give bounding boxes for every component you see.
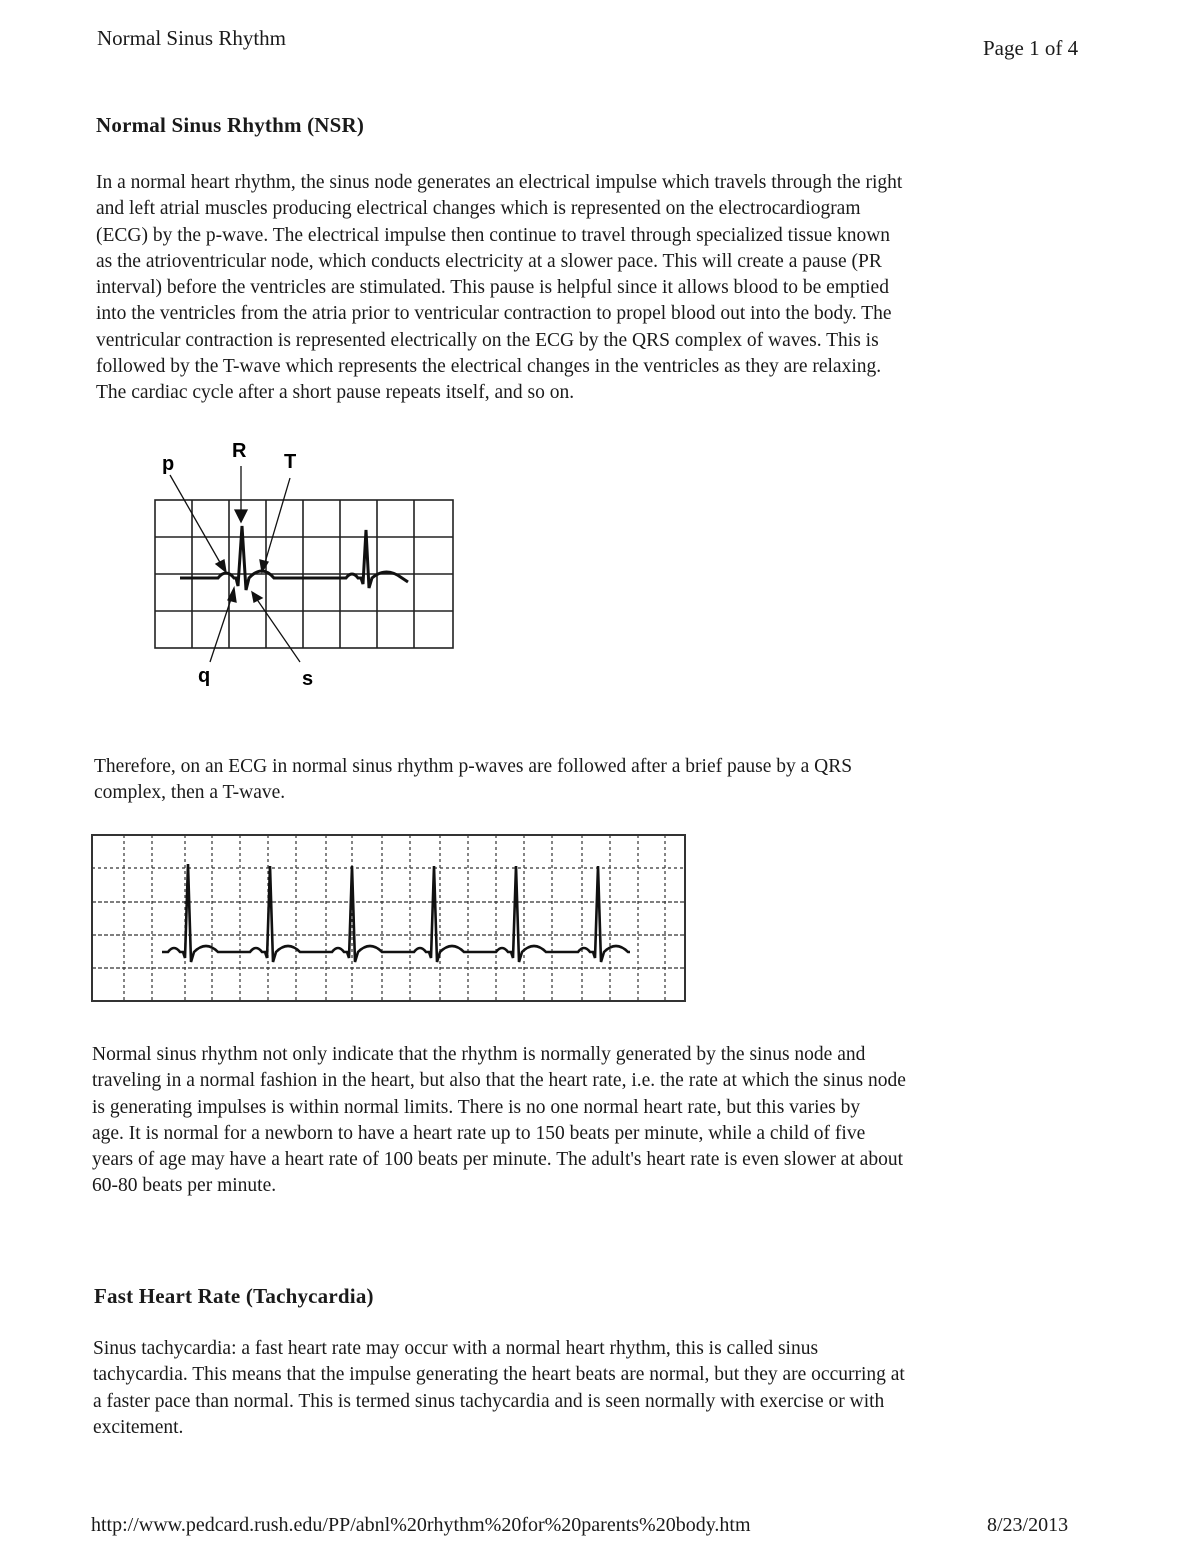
footer-date: 8/23/2013 xyxy=(987,1514,1069,1536)
text-line: excitement. xyxy=(93,1416,184,1438)
text-line: as the atrioventricular node, which conducts electricity at a slower pace. This will create a pause (PR xyxy=(96,250,882,272)
text-line: 60-80 beats per minute. xyxy=(92,1175,277,1197)
text-line: Sinus tachycardia: a fast heart rate may occur with a normal heart rhythm, this is called sinus xyxy=(93,1338,819,1359)
label-s: s xyxy=(302,668,314,690)
text-line: and left atrial muscles producing electrical changes which is represented on the electrocardiogram xyxy=(96,198,861,220)
text-line: followed by the T-wave which represents the electrical changes in the ventricles as they are relaxing. xyxy=(96,356,882,378)
annotation-arrows xyxy=(170,466,300,662)
text-line: a faster pace than normal. This is termed sinus tachycardia and is seen normally with exercise or with xyxy=(93,1390,885,1412)
page-number: Page 1 of 4 xyxy=(983,36,1079,60)
label-r: R xyxy=(232,440,247,462)
header-title: Normal Sinus Rhythm xyxy=(97,26,287,50)
label-q: q xyxy=(198,665,211,687)
text-line: interval) before the ventricles are stimulated. This pause is helpful since it allows blood to be emptied xyxy=(96,277,889,299)
text-line: tachycardia. This means that the impulse generating the heart beats are normal, but they are occurring at xyxy=(93,1364,905,1386)
text-line: age. It is normal for a newborn to have a heart rate up to 150 beats per minute, while a child of five xyxy=(92,1122,866,1144)
text-line: (ECG) by the p-wave. The electrical impulse then continue to travel through specialized tissue known xyxy=(96,224,891,246)
text-line: years of age may have a heart rate of 100 beats per minute. The adult's heart rate is even slower at about xyxy=(92,1149,903,1171)
paragraph-therefore xyxy=(94,754,1054,807)
paragraph-intro xyxy=(96,170,1086,407)
label-p: p xyxy=(162,453,175,475)
label-t: T xyxy=(284,451,297,473)
ecg-rhythm-strip xyxy=(90,832,690,1012)
footer-url: http://www.pedcard.rush.edu/PP/abnl%20rhythm%20for%20parents%20body.htm xyxy=(91,1514,751,1536)
ecg-grid xyxy=(155,500,453,648)
text-line: Therefore, on an ECG in normal sinus rhythm p-waves are followed after a brief pause by a QRS xyxy=(94,756,853,777)
text-line: Normal sinus rhythm not only indicate that the rhythm is normally generated by the sinus node and xyxy=(92,1044,866,1065)
text-line: In a normal heart rhythm, the sinus node generates an electrical impulse which travels through the right xyxy=(96,172,903,193)
text-line: complex, then a T-wave. xyxy=(94,782,286,804)
text-line: ventricular contraction is represented electrically on the ECG by the QRS complex of waves. This is xyxy=(96,329,879,351)
section-heading-tachycardia: Fast Heart Rate (Tachycardia) xyxy=(94,1284,374,1308)
text-line: into the ventricles from the atria prior to ventricular contraction to propel blood out into the body. The xyxy=(96,303,892,325)
text-line: The cardiac cycle after a short pause repeats itself, and so on. xyxy=(96,382,575,404)
paragraph-tachycardia xyxy=(93,1336,1083,1441)
paragraph-heart-rate xyxy=(92,1042,1092,1200)
text-line: is generating impulses is within normal limits. There is no one normal heart rate, but this varies by xyxy=(92,1096,861,1118)
ecg-trace xyxy=(180,526,408,590)
text-line: traveling in a normal fashion in the heart, but also that the heart rate, i.e. the rate at which the sinus node xyxy=(92,1070,906,1092)
section-heading-nsr: Normal Sinus Rhythm (NSR) xyxy=(96,113,365,137)
strip-trace xyxy=(162,864,630,962)
ecg-labeled-diagram xyxy=(140,430,470,695)
